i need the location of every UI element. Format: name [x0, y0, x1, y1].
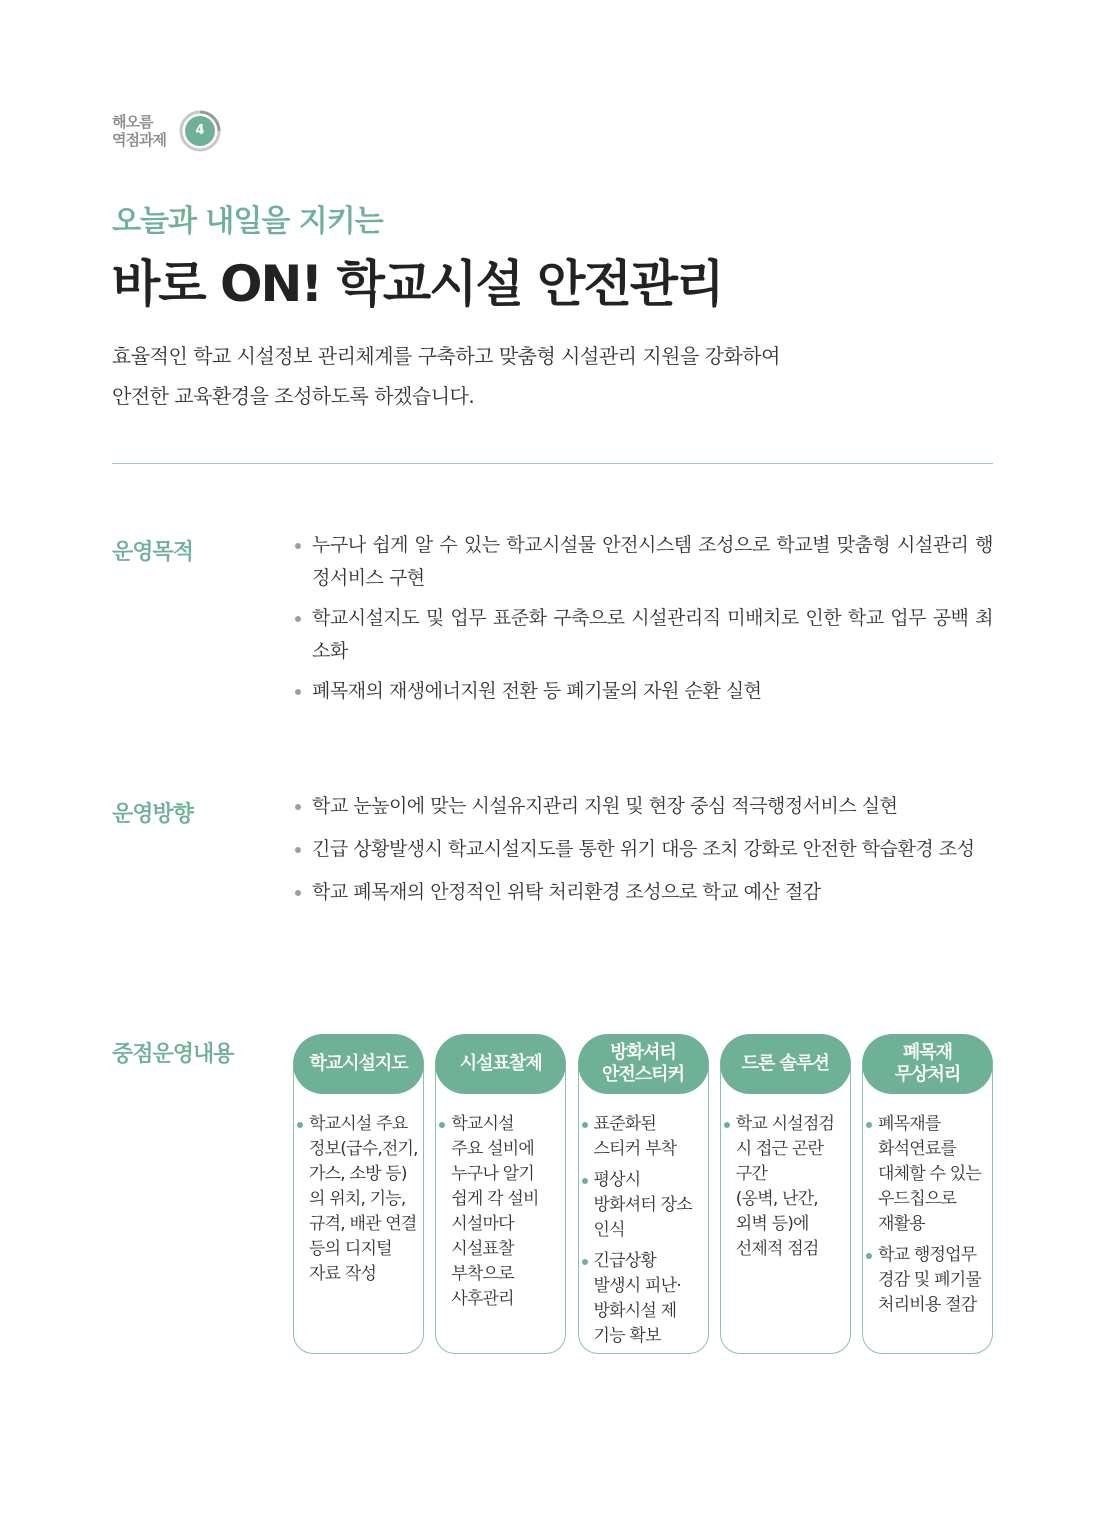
focus-card-text-line: (옹벽, 난간, — [735, 1189, 818, 1209]
focus-card-body — [435, 1112, 566, 1318]
focus-card-text-line: 시 접근 곤란 — [735, 1139, 824, 1159]
focus-card-text-line: 우드칩으로 — [878, 1189, 957, 1209]
focus-card-text-line: 폐목재를 — [878, 1114, 941, 1134]
focus-card-text-line: 사후관리 — [451, 1289, 514, 1309]
focus-card-point — [878, 1112, 989, 1237]
chapter-badge — [112, 108, 222, 154]
focus-card-text-line: 발생시 피난· — [593, 1276, 681, 1296]
focus-card-text-line: 학교 행정업무 — [878, 1245, 977, 1265]
direction-list — [293, 790, 993, 919]
badge-label — [112, 113, 166, 149]
badge-number: 4 — [185, 116, 215, 146]
focus-card-point — [309, 1112, 420, 1287]
badge-line-1: 해오름 — [112, 113, 153, 131]
focus-card-point — [594, 1168, 705, 1243]
focus-card-text-line: 외벽 등)에 — [735, 1214, 809, 1234]
focus-card — [720, 1034, 851, 1354]
focus-card-text-line: 긴급상황 — [593, 1251, 656, 1271]
focus-card-title-line: 학교시설지도 — [309, 1053, 408, 1074]
focus-card-text-line: 가스, 소방 등) — [309, 1164, 407, 1184]
focus-card-body — [862, 1112, 993, 1324]
focus-card — [862, 1034, 993, 1354]
focus-card-text-line: 표준화된 — [593, 1114, 656, 1134]
direction-item: 긴급 상황발생시 학교시설지도를 통한 위기 대응 조치 강화로 안전한 학습환경 조성 — [293, 833, 993, 866]
focus-card-title — [578, 1034, 709, 1094]
focus-label: 중점운영내용 — [112, 1042, 234, 1067]
focus-card — [435, 1034, 566, 1354]
focus-card-text-line: 스티커 부착 — [593, 1139, 677, 1159]
focus-card-text-line: 경감 및 폐기물 — [878, 1270, 981, 1290]
focus-card-text-line: 선제적 점검 — [735, 1239, 819, 1259]
focus-card-point — [736, 1112, 847, 1262]
focus-card-body — [578, 1112, 709, 1355]
focus-card-text-line: 주요 설비에 — [451, 1139, 534, 1159]
purpose-list — [293, 529, 993, 715]
direction-item: 학교 눈높이에 맞는 시설유지관리 지원 및 현장 중심 적극행정서비스 실현 — [293, 790, 993, 823]
purpose-item: 누구나 쉽게 알 수 있는 학교시설물 안전시스템 조성으로 학교별 맞춤형 시설관리 행정서비스 구현 — [293, 529, 993, 595]
purpose-item: 학교시설지도 및 업무 표준화 구축으로 시설관리직 미배치로 인한 학교 업무 공백 최소화 — [293, 602, 993, 668]
badge-line-2: 역점과제 — [112, 131, 166, 149]
focus-card-text-line: 학교시설 주요 — [309, 1114, 408, 1134]
focus-card-point — [878, 1243, 989, 1318]
focus-card-text-line: 누구나 알기 — [451, 1164, 534, 1184]
focus-card-text-line: 재활용 — [878, 1214, 925, 1234]
focus-card-text-line: 기능 확보 — [593, 1326, 661, 1346]
focus-card-text-line: 방화시설 제 — [593, 1301, 677, 1321]
focus-card-text-line: 학교 시설점검 — [735, 1114, 835, 1134]
intro-line: 효율적인 학교 시설정보 관리체계를 구축하고 맞춤형 시설관리 지원을 강화하여 — [112, 344, 780, 368]
focus-card-text-line: 정보(급수,전기, — [309, 1139, 418, 1159]
section-divider — [112, 463, 993, 464]
focus-card-title — [293, 1034, 424, 1094]
focus-card-text-line: 등의 디지털 — [309, 1239, 392, 1259]
focus-card-text-line: 평상시 — [593, 1170, 641, 1190]
focus-card-text-line: 인식 — [593, 1220, 625, 1240]
focus-card-title — [720, 1034, 851, 1094]
intro-text — [112, 336, 780, 416]
page-title: 바로 ON! 학교시설 안전관리 — [112, 255, 723, 313]
focus-card-text-line: 규격, 배관 연결 — [309, 1214, 417, 1234]
focus-card-text-line: 처리비용 절감 — [878, 1295, 977, 1315]
purpose-item: 폐목재의 재생에너지원 전환 등 폐기물의 자원 순환 실현 — [293, 675, 993, 708]
direction-label: 운영방향 — [112, 802, 194, 827]
focus-card-text-line: 학교시설 — [451, 1114, 514, 1134]
focus-card-point — [594, 1249, 705, 1349]
focus-card-text-line: 화석연료를 — [878, 1139, 957, 1159]
focus-cards — [293, 1034, 993, 1354]
focus-card — [293, 1034, 424, 1354]
focus-card-body — [720, 1112, 851, 1268]
focus-card-title-line: 무상처리 — [894, 1064, 961, 1085]
focus-card-title-line: 안전스티커 — [602, 1064, 684, 1085]
intro-line: 안전한 교육환경을 조성하도록 하겠습니다. — [112, 384, 475, 408]
focus-card-text-line: 부착으로 — [451, 1264, 514, 1284]
focus-card-title-line: 방화셔터 — [610, 1042, 676, 1063]
focus-card-text-line: 구간 — [735, 1164, 767, 1184]
focus-card-text-line: 자료 작성 — [309, 1264, 377, 1284]
purpose-label: 운영목적 — [112, 540, 194, 565]
focus-card-title — [435, 1034, 566, 1094]
focus-card-text-line: 의 위치, 기능, — [309, 1189, 406, 1209]
focus-card-text-line: 쉽게 각 설비 — [451, 1189, 539, 1209]
focus-card-title-line: 드론 솔루션 — [741, 1053, 829, 1074]
focus-card-body — [293, 1112, 424, 1293]
focus-card-text-line: 시설표찰 — [451, 1239, 514, 1259]
focus-card-title — [862, 1034, 993, 1094]
badge-number-circle — [178, 109, 222, 153]
focus-card-point — [594, 1112, 705, 1162]
focus-card-title-line: 폐목재 — [902, 1042, 953, 1063]
focus-card-text-line: 방화셔터 장소 — [593, 1195, 692, 1215]
focus-card-text-line: 대체할 수 있는 — [878, 1164, 981, 1184]
focus-card — [578, 1034, 709, 1354]
direction-item: 학교 폐목재의 안정적인 위탁 처리환경 조성으로 학교 예산 절감 — [293, 876, 993, 909]
page-subtitle: 오늘과 내일을 지키는 — [112, 204, 383, 239]
focus-card-title-line: 시설표찰제 — [459, 1053, 542, 1074]
focus-card-text-line: 시설마다 — [451, 1214, 514, 1234]
focus-card-point — [451, 1112, 562, 1312]
